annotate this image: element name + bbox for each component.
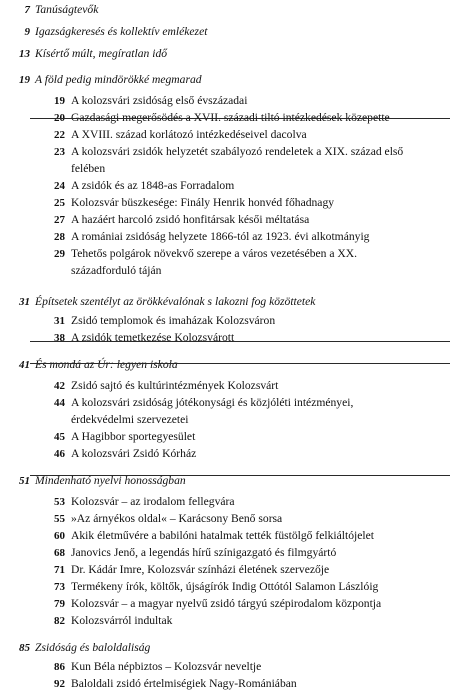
entry-title: Kolozsvár büszkesége: Finály Henrik honvéd főhadnagy <box>71 196 335 209</box>
page-number: 73 <box>54 581 65 593</box>
entry-title: Baloldali zsidó értelmiségiek Nagy-Romániában <box>71 677 297 690</box>
entry-title: A hazáért harcoló zsidó honfitársak késői méltatása <box>71 213 310 226</box>
page-number: 46 <box>54 448 65 460</box>
section-divider <box>30 363 450 364</box>
page-number: 41 <box>19 359 30 371</box>
page-number: 92 <box>54 678 65 690</box>
page-number: 82 <box>54 615 65 627</box>
page-number: 20 <box>54 112 65 124</box>
page-number: 29 <box>54 248 65 260</box>
entry-title: A XVIII. század korlátozó intézkedéseivel dacolva <box>71 128 307 141</box>
page-number: 79 <box>54 598 65 610</box>
page-number: 71 <box>54 564 65 576</box>
entry-title: A kolozsvári Zsidó Kórház <box>71 447 197 460</box>
entry-title: Akik életművére a babilóni hatalmak tették füstölgő felkiáltójelet <box>71 529 374 542</box>
section-title: Kísértő múlt, megíratlan idő <box>35 47 168 60</box>
entry-title: Zsidó sajtó és kultúrintézmények Kolozsvárt <box>71 379 279 392</box>
page-number: 27 <box>54 214 65 226</box>
section-title: Zsidóság és baloldaliság <box>35 641 151 654</box>
page-number: 68 <box>54 547 65 559</box>
entry-title: érdekvédelmi szervezetei <box>71 413 189 426</box>
section-title: Mindenható nyelvi honosságban <box>35 474 186 487</box>
page-number: 86 <box>54 661 65 673</box>
page-number: 42 <box>54 380 65 392</box>
page-number: 38 <box>54 332 65 344</box>
page-number: 51 <box>19 475 30 487</box>
section-divider <box>30 475 450 476</box>
page-number: 19 <box>54 95 65 107</box>
page-number: 22 <box>54 129 65 141</box>
page-number: 31 <box>54 315 65 327</box>
page-number: 19 <box>19 74 30 86</box>
page-number: 13 <box>19 48 30 60</box>
page-number: 60 <box>54 530 65 542</box>
entry-title: Gazdasági megerősödés a XVII. századi tiltó intézkedések közepette <box>71 111 390 124</box>
section-title: Tanúságtevők <box>35 3 99 16</box>
page-number: 44 <box>54 397 65 409</box>
page-number: 25 <box>54 197 65 209</box>
page-number: 55 <box>54 513 65 525</box>
entry-title: A kolozsvári zsidóság jótékonysági és közjóléti intézményei, <box>71 396 354 409</box>
section-title: Építsetek szentélyt az örökkévalónak s lakozni fog közöttetek <box>35 295 316 308</box>
page-number: 53 <box>54 496 65 508</box>
section-divider <box>30 118 450 119</box>
page-number: 45 <box>54 431 65 443</box>
page-number: 31 <box>19 296 30 308</box>
entry-title: Kolozsvár – a magyar nyelvű zsidó tárgyú szépirodalom központja <box>71 597 382 610</box>
entry-title: Janovics Jenő, a legendás hírű színigazgató és filmgyártó <box>71 546 337 559</box>
section-divider <box>30 341 450 342</box>
entry-title: A zsidók temetkezése Kolozsvárott <box>71 331 235 344</box>
entry-title: felében <box>71 162 106 175</box>
page-number: 9 <box>24 26 30 38</box>
entry-title: Dr. Kádár Imre, Kolozsvár színházi életének szervezője <box>71 563 330 576</box>
page-number: 85 <box>19 642 30 654</box>
entry-title: »Az árnyékos oldal« – Karácsony Benő sorsa <box>71 512 283 525</box>
entry-title: Termékeny írók, költők, újságírók Indig Ottótól Salamon Lászlóig <box>71 580 379 593</box>
page-number: 28 <box>54 231 65 243</box>
entry-title: Zsidó templomok és imaházak Kolozsváron <box>71 314 276 327</box>
entry-title: A romániai zsidóság helyzete 1866-tól az 1923. évi alkotmányig <box>71 230 370 243</box>
page-number: 7 <box>24 4 30 16</box>
section-title: A föld pedig mindörökké megmarad <box>35 73 202 86</box>
entry-title: Kun Béla népbiztos – Kolozsvár neveltje <box>71 660 262 673</box>
entry-title: Kolozsvárról indultak <box>71 614 173 627</box>
section-title: És mondá az Úr: legyen iskola <box>35 358 178 371</box>
entry-title: A kolozsvári zsidóság első évszázadai <box>71 94 248 107</box>
section-title: Igazságkeresés és kollektív emlékezet <box>35 25 208 38</box>
page-number: 24 <box>54 180 65 192</box>
page-number: 23 <box>54 146 65 158</box>
entry-title: Kolozsvár – az irodalom fellegvára <box>71 495 235 508</box>
entry-title: Tehetős polgárok növekvő szerepe a város vezetésében a XX. <box>71 247 358 260</box>
entry-title: A zsidók és az 1848-as Forradalom <box>71 179 235 192</box>
entry-title: A Hagibbor sportegyesület <box>71 430 196 443</box>
entry-title: A kolozsvári zsidók helyzetét szabályozó rendeletek a XIX. század első <box>71 145 404 158</box>
entry-title: századforduló táján <box>71 264 162 277</box>
